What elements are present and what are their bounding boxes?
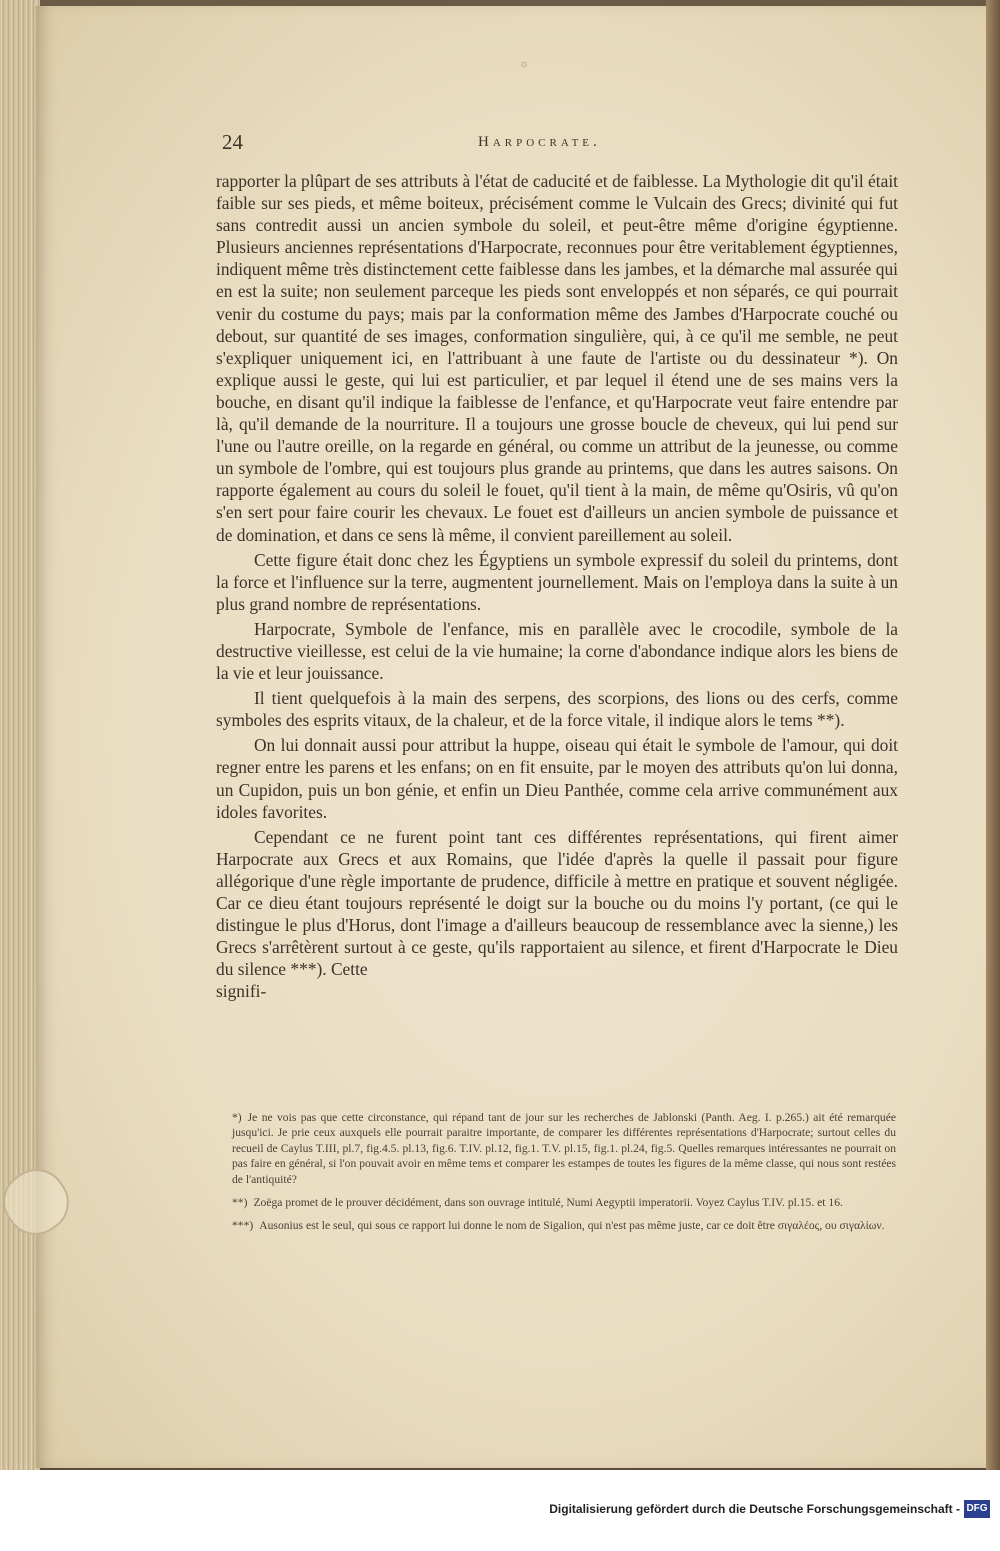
footnote	[232, 1218, 896, 1233]
footnote-text: Zoëga promet de le prouver décidément, dans son ouvrage intitulé, Numi Aegyptii imperatorii. Voyez Caylus T.IV. pl.15. et 16.	[253, 1196, 843, 1210]
book-page-edges	[0, 0, 40, 1470]
footnote-mark: **)	[232, 1196, 248, 1210]
footnote	[232, 1110, 896, 1187]
footnotes	[232, 1110, 896, 1242]
paragraph: On lui donnait aussi pour attribut la huppe, oiseau qui était le symbole de l'amour, qui doit regner entre les parens et les enfans; on en fit ensuite, par le moyen des attributs qu'on lui donna, un Cupidon, puis un bon génie, et enfin un Dieu Panthée, comme cela arrive communément aux idoles favorites.	[216, 735, 898, 822]
ornament: ☼	[519, 58, 530, 70]
footnote-mark: ***)	[232, 1219, 254, 1233]
paragraph: Il tient quelquefois à la main des serpens, des scorpions, des lions ou des cerfs, comme symboles des esprits vitaux, de la chaleur, et de la force vitale, il indique alors le tems **).	[216, 688, 898, 731]
paragraph: Harpocrate, Symbole de l'enfance, mis en parallèle avec le crocodile, symbole de la destructive vieillesse, est celui de la vie humaine; la corne d'abondance indique alors les biens de la vie et leur jouissance.	[216, 618, 898, 684]
funding-credit: Digitalisierung gefördert durch die Deutsche Forschungsgemeinschaft -	[549, 1502, 960, 1516]
running-title: Harpocrate.	[478, 134, 601, 150]
footnote	[232, 1195, 896, 1210]
paragraph: Cette figure était donc chez les Égyptiens un symbole expressif du soleil du printems, dont la force et l'influence sur la terre, augmentent journellement. Mais on l'employa dans la suite à un plus grand nombre de représentations.	[216, 549, 898, 614]
running-head	[222, 130, 902, 156]
footnote-text: Je ne vois pas que cette circonstance, qui répand tant de jour sur les recherches de Jablonski (Panth. Aeg. I. p.265.) ait été remarquée jusqu'ici. Je prie ceux auxquels elle pourrait paraitre importante, de comparer les différentes représentations d'Harpocrate; surtout celles du recueil de Caylus T.III, pl.7, fig.4.5. pl.13, fig.6. T.IV. pl.12, fig.1. T.V. pl.15, fig.1. pl.24, fig.5. Quelles remarques intéressantes ne pourrait on pas faire en général, si l'on pouvait avoir en même tems et comparer les estampes de toutes les figures de la même classe, qui nous sont restées de l'antiquité?	[232, 1111, 896, 1186]
catchword: signifi-	[216, 981, 267, 1002]
page-number: 24	[222, 130, 243, 154]
footnote-text: Ausonius est le seul, qui sous ce rapport lui donne le nom de Sigalion, qui n'est pas même juste, car ce doit être σιγαλέος, ου σιγαλίων.	[259, 1219, 885, 1233]
footnote-mark: *)	[232, 1111, 242, 1124]
paragraph: Cependant ce ne furent point tant ces différentes représentations, qui firent aimer Harpocrate aux Grecs et aux Romains, que l'idée d'après la quelle il passait pour figure allégorique d'une règle importante de prudence, difficile à mettre en pratique et souvent négligée. Car ce dieu étant toujours représenté le doigt sur la bouche ou du moins l'y portant, (ce qui le distingue le plus d'Horus, dont l'image a d'ailleurs beaucoup de ressemblance avec la sienne,) les Grecs s'arrêtèrent surtout à ce geste, qu'ils rapportaient au silence, et firent d'Harpocrate le Dieu du silence ***). Cette	[216, 826, 898, 980]
dfg-logo: DFG	[964, 1500, 990, 1518]
body-text	[216, 170, 898, 1002]
paragraph: rapporter la plûpart de ses attributs à l'état de caducité et de faiblesse. La Mythologie dit qu'il était faible sur ses pieds, et même boiteux, précisément comme le Vulcain des Grecs; divinité qui fut sans contredit aussi un ancien symbole du soleil, et peut-être même d'origine égyptienne. Plusieurs anciennes représentations d'Harpocrate, reconnues pour être veritablement égyptiennes, indiquent même très distinctement cette faiblesse dans les jambes, et la démarche mal assurée qui en est la suite; non seulement parceque les pieds sont enveloppés et non séparés, ce qui pourrait venir du costume du pays; mais par la conformation même des Jambes d'Harpocrate couché ou debout, sur quantité de ses images, conformation singulière, qui, à ce qu'il me semble, ne peut s'expliquer uniquement ici, en l'attribuant à une faute de l'artiste ou du dessinateur *). On explique aussi le geste, qui lui est particulier, et par lequel il étend une de ses mains vers la bouche, en disant qu'il indique la faiblesse de l'enfance, et qu'Harpocrate veut faire entendre par là, qu'il demande de la nourriture. Il a toujours une grosse boucle de cheveux, qui lui pend sur l'une ou l'autre oreille, on la regarde en général, ou comme un attribut de la jeunesse, ou comme un symbole de l'ombre, qui est toujours plus grande au printems, que dans les autres saisons. On rapporte également au cours du soleil le fouet, qu'il tient à la main, de même qu'Osiris, vû qu'on s'en sert pour faire courir les chevaux. Le fouet est d'ailleurs un ancien symbole de puissance et de domination, et dans ce sens là même, il convient pareillement au soleil.	[216, 171, 898, 545]
book-cover-edge	[986, 0, 1000, 1470]
